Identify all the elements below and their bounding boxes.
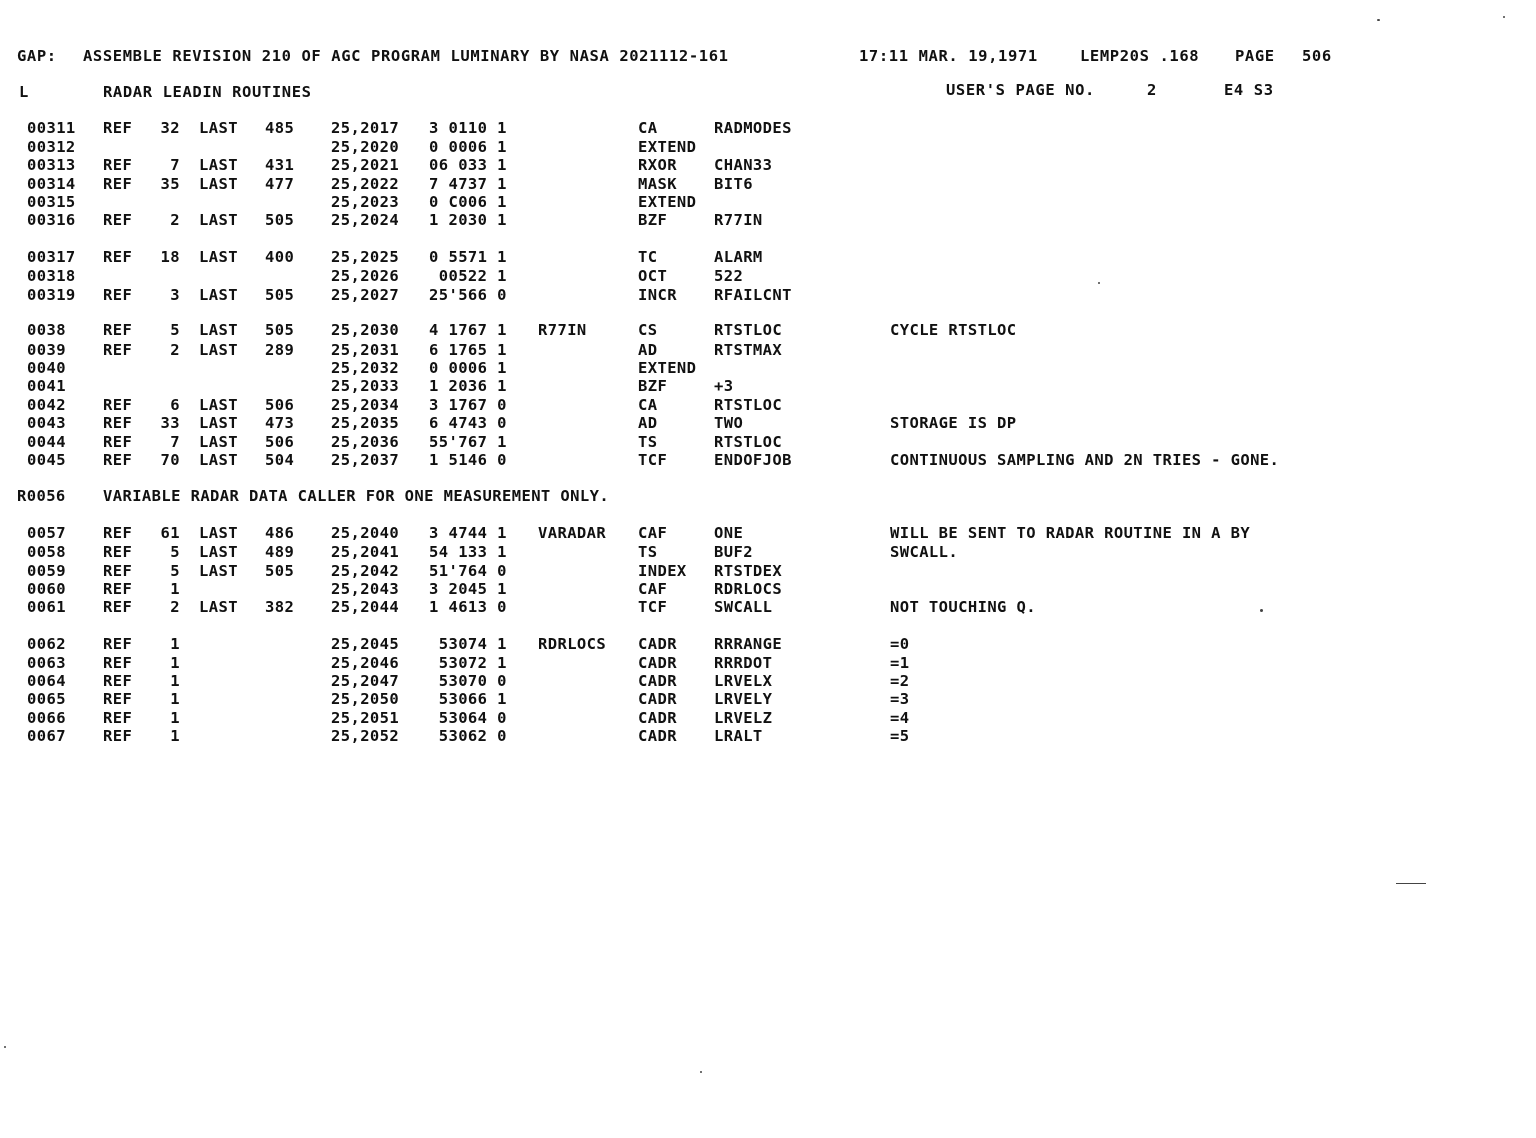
ref-count: 35: [160, 175, 180, 193]
scan-speck: [700, 1071, 702, 1073]
line-number: 00316: [27, 211, 76, 229]
last-line: 473: [265, 414, 295, 432]
operand: BUF2: [714, 543, 753, 561]
line-number: 0067: [27, 727, 66, 745]
comment: =2: [890, 672, 910, 690]
line-number: 0038: [27, 321, 66, 339]
line-number: 0058: [27, 543, 66, 561]
opcode: CS: [638, 321, 658, 339]
octal-word: 4 1767 1: [429, 321, 507, 339]
operand: RRRDOT: [714, 654, 773, 672]
address: 25,2031: [331, 341, 400, 359]
last-line: 505: [265, 211, 295, 229]
line-number: 0062: [27, 635, 66, 653]
assembly-title: ASSEMBLE REVISION 210 OF AGC PROGRAM LUMINARY BY NASA 2021112-161: [83, 47, 729, 65]
ref-label: REF: [103, 175, 133, 193]
ref-count: 5: [170, 321, 180, 339]
comment: =5: [890, 727, 910, 745]
listing-id: LEMP20S .168: [1080, 47, 1200, 65]
opcode: TC: [638, 248, 658, 266]
address: 25,2037: [331, 451, 400, 469]
last-label: LAST: [199, 248, 238, 266]
opcode: CA: [638, 396, 658, 414]
opcode: AD: [638, 341, 658, 359]
address: 25,2023: [331, 193, 400, 211]
ref-label: REF: [103, 524, 133, 542]
ref-label: REF: [103, 727, 133, 745]
octal-word: 0 C006 1: [429, 193, 507, 211]
ref-count: 6: [170, 396, 180, 414]
operand: RRRANGE: [714, 635, 783, 653]
octal-word: 55'767 1: [429, 433, 507, 451]
ref-label: REF: [103, 598, 133, 616]
operand: CHAN33: [714, 156, 773, 174]
ref-label: REF: [103, 654, 133, 672]
opcode: OCT: [638, 267, 668, 285]
opcode: TCF: [638, 598, 668, 616]
line-number: 0060: [27, 580, 66, 598]
last-line: 506: [265, 433, 295, 451]
ref-count: 1: [170, 654, 180, 672]
line-number: 00313: [27, 156, 76, 174]
last-label: LAST: [199, 156, 238, 174]
comment: =0: [890, 635, 910, 653]
ref-count: 70: [160, 451, 180, 469]
opcode: CADR: [638, 635, 677, 653]
last-line: 486: [265, 524, 295, 542]
opcode: CADR: [638, 690, 677, 708]
opcode: CADR: [638, 672, 677, 690]
ref-label: REF: [103, 690, 133, 708]
scan-speck: [1098, 282, 1100, 284]
octal-word: 53070 0: [429, 672, 507, 690]
operand: RTSTMAX: [714, 341, 783, 359]
opcode: EXTEND: [638, 193, 697, 211]
comment: CONTINUOUS SAMPLING AND 2N TRIES - GONE.: [890, 451, 1280, 469]
octal-word: 0 5571 1: [429, 248, 507, 266]
last-line: 431: [265, 156, 295, 174]
line-number: 0045: [27, 451, 66, 469]
octal-word: 0 0006 1: [429, 359, 507, 377]
opcode: CAF: [638, 580, 668, 598]
comment: SWCALL.: [890, 543, 959, 561]
address: 25,2034: [331, 396, 400, 414]
operand: 522: [714, 267, 744, 285]
page-number: 506: [1302, 47, 1332, 65]
ref-count: 5: [170, 543, 180, 561]
comment: =1: [890, 654, 910, 672]
octal-word: 06 033 1: [429, 156, 507, 174]
last-label: LAST: [199, 598, 238, 616]
line-number: 0044: [27, 433, 66, 451]
last-line: 489: [265, 543, 295, 561]
operand: RFAILCNT: [714, 286, 792, 304]
ref-label: REF: [103, 672, 133, 690]
line-number: 00319: [27, 286, 76, 304]
ref-label: REF: [103, 396, 133, 414]
last-label: LAST: [199, 341, 238, 359]
operand: +3: [714, 377, 734, 395]
octal-word: 3 0110 1: [429, 119, 507, 137]
opcode: AD: [638, 414, 658, 432]
comment: NOT TOUCHING Q.: [890, 598, 1036, 616]
last-label: LAST: [199, 321, 238, 339]
address: 25,2045: [331, 635, 400, 653]
address: 25,2024: [331, 211, 400, 229]
operand: RTSTLOC: [714, 396, 783, 414]
octal-word: 53074 1: [429, 635, 507, 653]
address: 25,2032: [331, 359, 400, 377]
line-number: 0061: [27, 598, 66, 616]
last-line: 504: [265, 451, 295, 469]
last-label: LAST: [199, 433, 238, 451]
last-label: LAST: [199, 451, 238, 469]
last-label: LAST: [199, 524, 238, 542]
comment: WILL BE SENT TO RADAR ROUTINE IN A BY: [890, 524, 1251, 542]
page-label: PAGE: [1235, 47, 1275, 65]
operand: RTSTDEX: [714, 562, 783, 580]
opcode: CADR: [638, 709, 677, 727]
line-number: 0040: [27, 359, 66, 377]
octal-word: 53062 0: [429, 727, 507, 745]
address: 25,2044: [331, 598, 400, 616]
operand: RTSTLOC: [714, 321, 783, 339]
address: 25,2026: [331, 267, 400, 285]
octal-word: 54 133 1: [429, 543, 507, 561]
opcode: INCR: [638, 286, 677, 304]
address: 25,2047: [331, 672, 400, 690]
ref-label: REF: [103, 562, 133, 580]
operand: RADMODES: [714, 119, 792, 137]
line-number: 0042: [27, 396, 66, 414]
ref-label: REF: [103, 156, 133, 174]
octal-word: 7 4737 1: [429, 175, 507, 193]
address: 25,2030: [331, 321, 400, 339]
octal-word: 1 2030 1: [429, 211, 507, 229]
operand: RDRLOCS: [714, 580, 783, 598]
section-title: RADAR LEADIN ROUTINES: [103, 83, 312, 101]
address: 25,2027: [331, 286, 400, 304]
ref-label: REF: [103, 543, 133, 561]
comment: =4: [890, 709, 910, 727]
octal-word: 0 0006 1: [429, 138, 507, 156]
address: 25,2050: [331, 690, 400, 708]
operand: RTSTLOC: [714, 433, 783, 451]
address: 25,2052: [331, 727, 400, 745]
last-label: LAST: [199, 119, 238, 137]
ref-count: 5: [170, 562, 180, 580]
opcode: EXTEND: [638, 359, 697, 377]
address: 25,2022: [331, 175, 400, 193]
opcode: CADR: [638, 654, 677, 672]
opcode: EXTEND: [638, 138, 697, 156]
ref-label: REF: [103, 286, 133, 304]
ref-count: 7: [170, 433, 180, 451]
line-number: 0041: [27, 377, 66, 395]
symbol-label: R77IN: [538, 321, 587, 339]
ref-count: 1: [170, 580, 180, 598]
operand: TWO: [714, 414, 744, 432]
line-number: 0064: [27, 672, 66, 690]
opcode: BZF: [638, 377, 668, 395]
address: 25,2021: [331, 156, 400, 174]
symbol-label: RDRLOCS: [538, 635, 607, 653]
last-line: 400: [265, 248, 295, 266]
octal-word: 3 1767 0: [429, 396, 507, 414]
scan-mark: [1396, 883, 1426, 884]
comment: STORAGE IS DP: [890, 414, 1017, 432]
operand: LRVELZ: [714, 709, 773, 727]
opcode: CA: [638, 119, 658, 137]
line-number: 00318: [27, 267, 76, 285]
address: 25,2042: [331, 562, 400, 580]
gap-label: GAP:: [17, 47, 57, 65]
octal-word: 53064 0: [429, 709, 507, 727]
last-line: 506: [265, 396, 295, 414]
scan-speck: [1377, 19, 1380, 21]
octal-word: 00522 1: [429, 267, 507, 285]
octal-word: 53072 1: [429, 654, 507, 672]
last-label: LAST: [199, 211, 238, 229]
sheet-code: E4 S3: [1224, 81, 1274, 99]
address: 25,2043: [331, 580, 400, 598]
last-label: LAST: [199, 286, 238, 304]
operand: LRVELY: [714, 690, 773, 708]
ref-label: REF: [103, 321, 133, 339]
ref-label: REF: [103, 341, 133, 359]
opcode: MASK: [638, 175, 677, 193]
ref-count: 2: [170, 341, 180, 359]
remark-text: VARIABLE RADAR DATA CALLER FOR ONE MEASUREMENT ONLY.: [103, 487, 610, 505]
address: 25,2017: [331, 119, 400, 137]
ref-count: 1: [170, 672, 180, 690]
ref-count: 1: [170, 635, 180, 653]
last-line: 477: [265, 175, 295, 193]
ref-count: 7: [170, 156, 180, 174]
ref-label: REF: [103, 248, 133, 266]
address: 25,2033: [331, 377, 400, 395]
ref-count: 1: [170, 727, 180, 745]
octal-word: 25'566 0: [429, 286, 507, 304]
opcode: BZF: [638, 211, 668, 229]
opcode: INDEX: [638, 562, 687, 580]
ref-count: 1: [170, 709, 180, 727]
opcode: TS: [638, 543, 658, 561]
octal-word: 6 4743 0: [429, 414, 507, 432]
line-number: 00317: [27, 248, 76, 266]
ref-count: 1: [170, 690, 180, 708]
line-number: 0063: [27, 654, 66, 672]
operand: ENDOFJOB: [714, 451, 792, 469]
operand: LRALT: [714, 727, 763, 745]
operand: BIT6: [714, 175, 753, 193]
ref-label: REF: [103, 709, 133, 727]
ref-count: 3: [170, 286, 180, 304]
opcode: CAF: [638, 524, 668, 542]
ref-label: REF: [103, 211, 133, 229]
line-number: 00315: [27, 193, 76, 211]
ref-count: 33: [160, 414, 180, 432]
last-line: 382: [265, 598, 295, 616]
line-number: 0065: [27, 690, 66, 708]
octal-word: 51'764 0: [429, 562, 507, 580]
line-number: 00312: [27, 138, 76, 156]
ref-count: 32: [160, 119, 180, 137]
ref-label: REF: [103, 580, 133, 598]
address: 25,2020: [331, 138, 400, 156]
scan-speck: [1503, 16, 1505, 18]
users-page-label: USER'S PAGE NO.: [946, 81, 1095, 99]
last-line: 505: [265, 562, 295, 580]
opcode: RXOR: [638, 156, 677, 174]
ref-count: 2: [170, 211, 180, 229]
octal-word: 1 5146 0: [429, 451, 507, 469]
address: 25,2040: [331, 524, 400, 542]
scan-speck: [4, 1046, 6, 1048]
last-label: LAST: [199, 396, 238, 414]
last-label: LAST: [199, 543, 238, 561]
operand: SWCALL: [714, 598, 773, 616]
ref-label: REF: [103, 635, 133, 653]
comment: CYCLE RTSTLOC: [890, 321, 1017, 339]
address: 25,2025: [331, 248, 400, 266]
symbol-label: VARADAR: [538, 524, 607, 542]
line-number: 00314: [27, 175, 76, 193]
operand: ALARM: [714, 248, 763, 266]
operand: LRVELX: [714, 672, 773, 690]
assembly-time: 17:11 MAR. 19,1971: [859, 47, 1038, 65]
last-label: LAST: [199, 414, 238, 432]
last-label: LAST: [199, 175, 238, 193]
last-line: 485: [265, 119, 295, 137]
ref-label: REF: [103, 414, 133, 432]
octal-word: 3 4744 1: [429, 524, 507, 542]
address: 25,2046: [331, 654, 400, 672]
line-number: 0059: [27, 562, 66, 580]
octal-word: 53066 1: [429, 690, 507, 708]
octal-word: 1 2036 1: [429, 377, 507, 395]
ref-label: REF: [103, 433, 133, 451]
octal-word: 3 2045 1: [429, 580, 507, 598]
opcode: CADR: [638, 727, 677, 745]
line-number: 0066: [27, 709, 66, 727]
ref-count: 61: [160, 524, 180, 542]
comment: =3: [890, 690, 910, 708]
operand: ONE: [714, 524, 744, 542]
octal-word: 1 4613 0: [429, 598, 507, 616]
last-line: 505: [265, 321, 295, 339]
ref-label: REF: [103, 451, 133, 469]
log-section-marker: L: [19, 83, 29, 101]
line-number: 0057: [27, 524, 66, 542]
address: 25,2036: [331, 433, 400, 451]
octal-word: 6 1765 1: [429, 341, 507, 359]
last-line: 505: [265, 286, 295, 304]
last-line: 289: [265, 341, 295, 359]
remark-number: R0056: [17, 487, 66, 505]
address: 25,2051: [331, 709, 400, 727]
line-number: 0039: [27, 341, 66, 359]
scan-speck: [1260, 609, 1263, 612]
last-label: LAST: [199, 562, 238, 580]
operand: R77IN: [714, 211, 763, 229]
line-number: 0043: [27, 414, 66, 432]
line-number: 00311: [27, 119, 76, 137]
ref-label: REF: [103, 119, 133, 137]
ref-count: 18: [160, 248, 180, 266]
opcode: TCF: [638, 451, 668, 469]
users-page-number: 2: [1147, 81, 1157, 99]
opcode: TS: [638, 433, 658, 451]
address: 25,2035: [331, 414, 400, 432]
address: 25,2041: [331, 543, 400, 561]
ref-count: 2: [170, 598, 180, 616]
